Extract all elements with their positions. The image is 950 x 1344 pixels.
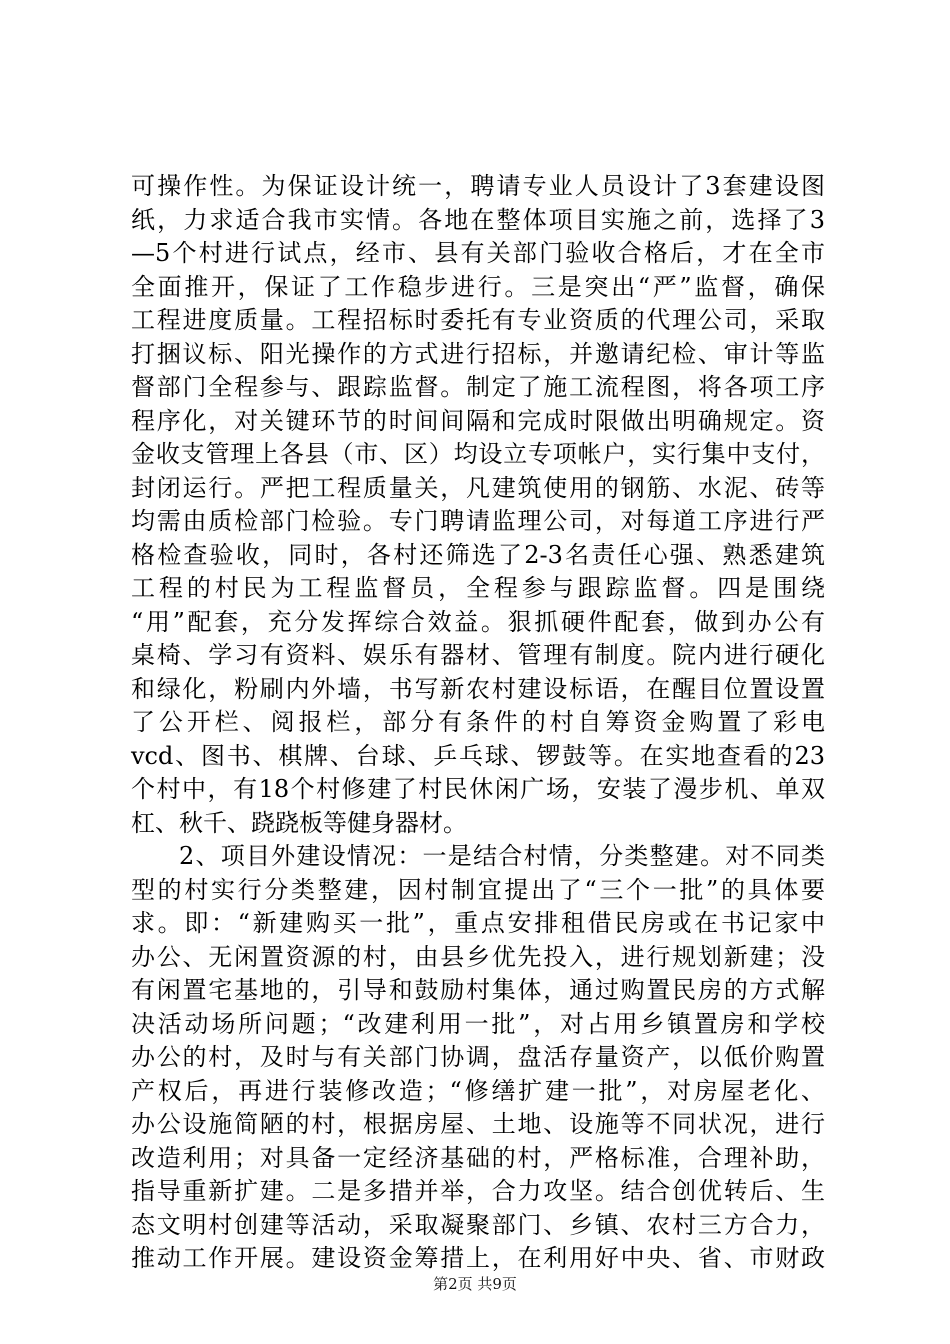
page-number: 第2页 (433, 1275, 473, 1293)
text-line: 改造利用；对具备一定经济基础的村，严格标准，合理补助， (131, 1143, 825, 1172)
text-line: 个村中，有18个村修建了村民休闲广场，安装了漫步机、单双 (131, 775, 825, 803)
text-line: 封闭运行。严把工程质量关，凡建筑使用的钢筋、水泥、砖等 (131, 473, 825, 502)
text-line: 均需由质检部门检验。专门聘请监理公司，对每道工序进行严 (131, 507, 825, 535)
text-line: 指导重新扩建。二是多措并举，合力攻坚。结合创优转后、生 (131, 1177, 825, 1205)
text-line: 2、项目外建设情况：一是结合村情，分类整建。对不同类 (179, 842, 825, 870)
text-line: vcd、图书、棋牌、台球、乒乓球、锣鼓等。在实地查看的23 (131, 741, 825, 770)
text-line: 态文明村创建等活动，采取凝聚部门、乡镇、农村三方合力， (131, 1210, 825, 1239)
text-line: 金收支管理上各县（市、区）均设立专项帐户，实行集中支付， (131, 440, 825, 468)
text-line: 工程的村民为工程监督员，全程参与跟踪监督。四是围绕 (131, 574, 825, 602)
text-line: 决活动场所问题；“改建利用一批”，对占用乡镇置房和学校 (131, 1009, 825, 1038)
text-line: 型的村实行分类整建，因村制宜提出了“三个一批”的具体要 (131, 875, 825, 904)
page-footer (0, 1274, 950, 1294)
text-line: 程序化，对关键环节的时间间隔和完成时限做出明确规定。资 (131, 406, 825, 435)
text-line: 杠、秋千、跷跷板等健身器材。 (131, 808, 467, 837)
text-line: 办公、无闲置资源的村，由县乡优先投入，进行规划新建；没 (131, 942, 825, 971)
text-line: 求。即：“新建购买一批”，重点安排租借民房或在书记家中 (131, 909, 825, 937)
text-line: 格检查验收，同时，各村还筛选了2-3名责任心强、熟悉建筑 (131, 540, 825, 569)
paragraph (131, 840, 825, 1276)
text-line: 督部门全程参与、跟踪监督。制定了施工流程图，将各项工序 (131, 373, 825, 401)
text-line: 纸，力求适合我市实情。各地在整体项目实施之前，选择了3 (131, 205, 825, 234)
paragraph (131, 170, 825, 840)
text-line: 和绿化，粉刷内外墙，书写新农村建设标语，在醒目位置设置 (131, 674, 825, 703)
text-line: 推动工作开展。建设资金筹措上，在利用好中央、省、市财政 (131, 1244, 825, 1272)
text-line: 打捆议标、阳光操作的方式进行招标，并邀请纪检、审计等监 (131, 339, 825, 368)
text-line: 桌椅、学习有资料、娱乐有器材、管理有制度。院内进行硬化 (131, 641, 825, 669)
document-body (131, 170, 825, 1276)
page-total: 共9页 (477, 1275, 517, 1293)
text-line: 产权后，再进行装修改造；“修缮扩建一批”，对房屋老化、 (131, 1076, 825, 1105)
text-line: 可操作性。为保证设计统一，聘请专业人员设计了3套建设图 (131, 172, 825, 200)
text-line: 工程进度质量。工程招标时委托有专业资质的代理公司，采取 (131, 306, 825, 334)
text-line: 全面推开，保证了工作稳步进行。三是突出“严”监督，确保 (131, 272, 825, 301)
text-line: —5个村进行试点，经市、县有关部门验收合格后，才在全市 (131, 239, 825, 267)
text-line: 有闲置宅基地的，引导和鼓励村集体，通过购置民房的方式解 (131, 976, 825, 1004)
text-line: 了公开栏、阅报栏，部分有条件的村自筹资金购置了彩电 (131, 708, 825, 736)
text-line: “用”配套，充分发挥综合效益。狠抓硬件配套，做到办公有 (131, 607, 825, 636)
text-line: 办公的村，及时与有关部门协调，盘活存量资产，以低价购置 (131, 1043, 825, 1071)
text-line: 办公设施简陋的村，根据房屋、土地、设施等不同状况，进行 (131, 1110, 825, 1138)
